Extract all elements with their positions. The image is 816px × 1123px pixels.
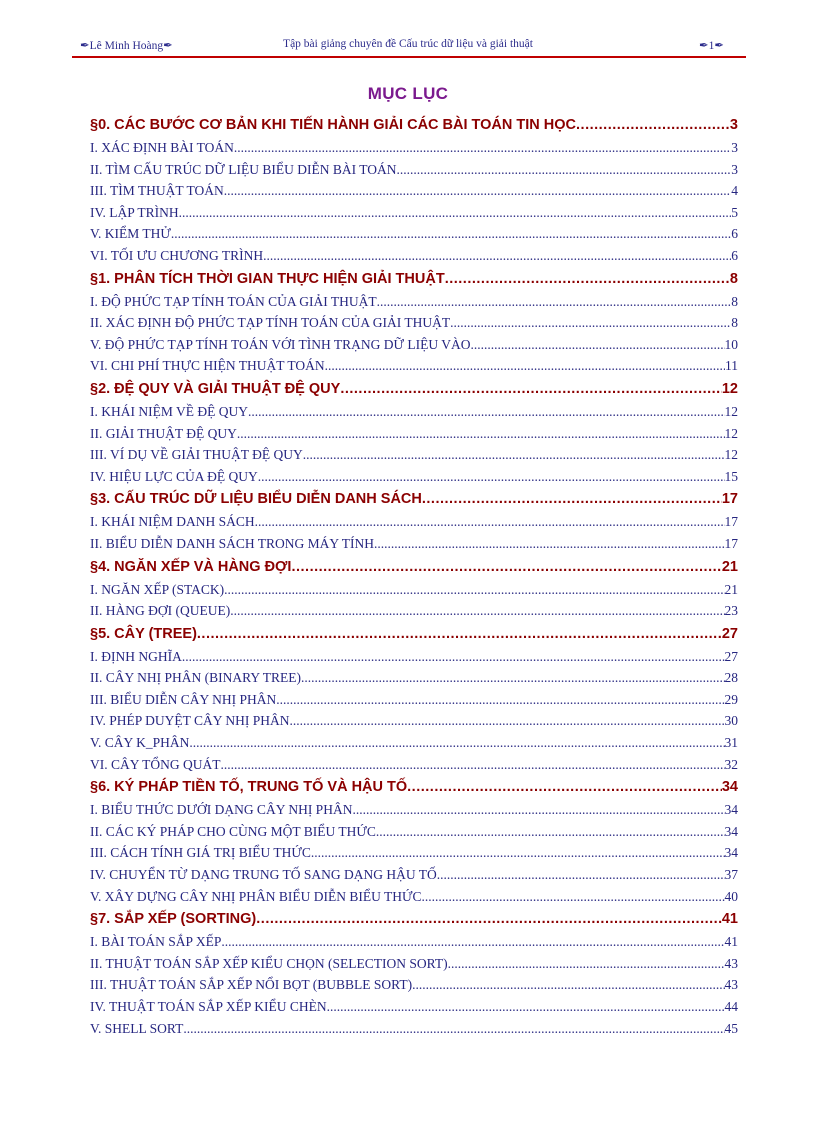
dot-leader <box>182 646 725 668</box>
dot-leader <box>437 864 725 886</box>
ornament-icon: ✒ <box>80 40 90 52</box>
toc-entry-page: 17 <box>721 491 738 508</box>
toc-chapter-entry[interactable] <box>90 487 738 511</box>
toc-entry-page: 3 <box>729 117 738 133</box>
toc-entry-page: 8 <box>729 270 738 287</box>
toc-section-entry[interactable] <box>90 754 738 776</box>
toc-entry-page: 34 <box>724 802 738 818</box>
toc-section-entry[interactable] <box>90 732 738 754</box>
dot-leader <box>197 622 722 646</box>
toc-entry-page: 6 <box>731 247 738 263</box>
toc-section-entry[interactable] <box>90 689 738 711</box>
dot-leader <box>248 401 725 423</box>
toc-entry-page: 32 <box>724 756 738 772</box>
toc-section-entry[interactable] <box>90 137 738 159</box>
toc-entry-title: I. BÀI TOÁN SẮP XẾP <box>90 934 222 950</box>
toc-entry-title: II. GIẢI THUẬT ĐỆ QUY <box>90 425 237 441</box>
dot-leader <box>376 821 725 843</box>
toc-entry-title: I. ĐỊNH NGHĨA <box>90 648 182 664</box>
toc-section-entry[interactable] <box>90 953 738 975</box>
toc-entry-title: V. XÂY DỰNG CÂY NHỊ PHÂN BIỂU DIỄN BIỂU THỨC <box>90 888 422 904</box>
toc-entry-title: V. ĐỘ PHỨC TẠP TÍNH TOÁN VỚI TÌNH TRẠNG DỮ LIỆU VÀO <box>90 336 471 352</box>
toc-entry-page: 6 <box>731 226 738 242</box>
dot-leader <box>396 159 731 181</box>
toc-entry-title: I. XÁC ĐỊNH BÀI TOÁN <box>90 140 234 155</box>
toc-entry-title: §7. SẮP XẾP (SORTING) <box>90 911 257 928</box>
toc-section-entry[interactable] <box>90 931 738 953</box>
page-header <box>72 38 744 54</box>
toc-entry-title: I. BIỂU THỨC DƯỚI DẠNG CÂY NHỊ PHÂN <box>90 802 353 818</box>
toc-entry-page: 37 <box>724 867 738 883</box>
toc-entry-page: 29 <box>724 691 738 707</box>
toc-entry-title: V. SHELL SORT <box>90 1020 184 1036</box>
toc-entry-title: §3. CẤU TRÚC DỮ LIỆU BIỂU DIỄN DANH SÁCH <box>90 491 422 508</box>
toc-entry-title: IV. PHÉP DUYỆT CÂY NHỊ PHÂN <box>90 713 290 729</box>
toc-section-entry[interactable] <box>90 223 738 245</box>
toc-entry-title: III. VÍ DỤ VỀ GIẢI THUẬT ĐỆ QUY <box>90 447 303 463</box>
dot-leader <box>377 291 732 313</box>
toc-section-entry[interactable] <box>90 579 738 601</box>
toc-section-entry[interactable] <box>90 974 738 996</box>
dot-leader <box>445 267 730 291</box>
dot-leader <box>450 312 731 334</box>
toc-entry-page: 8 <box>731 293 738 309</box>
toc-section-entry[interactable] <box>90 1018 738 1040</box>
dot-leader <box>224 180 732 202</box>
toc-entry-page: 43 <box>724 977 738 993</box>
toc-entry-page: 21 <box>724 581 738 597</box>
toc-entry-page: 45 <box>724 1020 738 1036</box>
dot-leader <box>311 842 725 864</box>
toc-section-entry[interactable] <box>90 533 738 555</box>
toc-entry-page: 3 <box>731 140 738 155</box>
header-page-number <box>699 38 724 52</box>
dot-leader <box>234 137 731 159</box>
toc-entry-page: 12 <box>724 447 738 463</box>
table-of-contents <box>90 113 738 1039</box>
toc-entry-page: 31 <box>724 735 738 751</box>
toc-entry-page: 12 <box>724 403 738 419</box>
dot-leader <box>301 667 725 689</box>
dot-leader <box>230 600 724 622</box>
dot-leader <box>221 931 724 953</box>
toc-section-entry[interactable] <box>90 466 738 488</box>
toc-entry-title: VI. CHI PHÍ THỰC HIỆN THUẬT TOÁN <box>90 358 325 374</box>
toc-entry-page: 21 <box>721 558 738 575</box>
toc-entry-title: §4. NGĂN XẾP VÀ HÀNG ĐỢI <box>90 558 292 575</box>
toc-entry-page: 23 <box>724 603 738 619</box>
toc-section-entry[interactable] <box>90 159 738 181</box>
toc-entry-page: 12 <box>721 380 738 397</box>
toc-entry-page: 43 <box>724 955 738 971</box>
ornament-icon: ✒ <box>163 40 173 52</box>
toc-entry-title: §2. ĐỆ QUY VÀ GIẢI THUẬT ĐỆ QUY <box>90 380 341 397</box>
toc-entry-title: §1. PHÂN TÍCH THỜI GIAN THỰC HIỆN GIẢI THUẬT <box>90 270 445 287</box>
toc-entry-title: IV. HIỆU LỰC CỦA ĐỆ QUY <box>90 468 258 484</box>
dot-leader <box>276 689 724 711</box>
dot-leader <box>421 886 724 908</box>
dot-leader <box>255 511 725 533</box>
toc-entry-title: IV. LẬP TRÌNH <box>90 204 179 220</box>
dot-leader <box>422 487 722 511</box>
toc-entry-page: 41 <box>721 911 738 928</box>
toc-title: MỤC LỤC <box>367 84 449 103</box>
header-doc-title: Tập bài giảng chuyên đề Cấu trúc dữ liệu và giải thuật <box>283 38 533 50</box>
toc-entry-page: 34 <box>724 823 738 839</box>
toc-section-entry[interactable] <box>90 821 738 843</box>
header-rule <box>72 56 746 58</box>
toc-section-entry[interactable] <box>90 646 738 668</box>
toc-entry-title: I. ĐỘ PHỨC TẠP TÍNH TOÁN CỦA GIẢI THUẬT <box>90 293 377 309</box>
dot-leader <box>412 974 724 996</box>
dot-leader <box>340 377 722 401</box>
toc-entry-page: 4 <box>731 183 738 199</box>
toc-entry-page: 12 <box>724 425 738 441</box>
toc-entry-page: 15 <box>724 468 738 484</box>
dot-leader <box>576 113 730 137</box>
dot-leader <box>237 423 725 445</box>
toc-entry-page: 34 <box>724 845 738 861</box>
dot-leader <box>407 775 722 799</box>
toc-section-entry[interactable] <box>90 202 738 224</box>
toc-entry-page: 5 <box>731 204 738 220</box>
toc-section-entry[interactable] <box>90 600 738 622</box>
header-author-name: Lê Minh Hoàng <box>89 40 164 52</box>
dot-leader <box>374 533 725 555</box>
toc-entry-title: II. CÂY NHỊ PHÂN (BINARY TREE) <box>90 670 301 686</box>
toc-entry-page: 34 <box>721 779 738 796</box>
toc-section-entry[interactable] <box>90 864 738 886</box>
toc-entry-page: 3 <box>731 161 738 177</box>
dot-leader <box>183 1018 724 1040</box>
toc-section-entry[interactable] <box>90 996 738 1018</box>
toc-chapter-entry[interactable] <box>90 775 738 799</box>
toc-section-entry[interactable] <box>90 180 738 202</box>
toc-entry-title: II. THUẬT TOÁN SẮP XẾP KIỂU CHỌN (SELECTION SORT) <box>90 955 448 971</box>
toc-section-entry[interactable] <box>90 291 738 313</box>
toc-chapter-entry[interactable] <box>90 113 738 137</box>
toc-entry-title: II. XÁC ĐỊNH ĐỘ PHỨC TẠP TÍNH TOÁN CỦA GIẢI THUẬT <box>90 315 451 331</box>
dot-leader <box>327 996 725 1018</box>
toc-entry-title: III. BIỂU DIỄN CÂY NHỊ PHÂN <box>90 691 277 707</box>
dot-leader <box>221 754 725 776</box>
toc-entry-title: I. KHÁI NIỆM VỀ ĐỆ QUY <box>90 403 248 419</box>
dot-leader <box>263 245 731 267</box>
toc-entry-page: 41 <box>724 934 738 950</box>
toc-entry-page: 27 <box>724 648 738 664</box>
toc-chapter-entry[interactable] <box>90 555 738 579</box>
dot-leader <box>303 444 725 466</box>
ornament-icon: ✒ <box>714 40 724 52</box>
toc-section-entry[interactable] <box>90 886 738 908</box>
toc-entry-title: §0. CÁC BƯỚC CƠ BẢN KHI TIẾN HÀNH GIẢI CÁC BÀI TOÁN TIN HỌC <box>90 117 577 133</box>
toc-section-entry[interactable] <box>90 710 738 732</box>
toc-entry-title: II. HÀNG ĐỢI (QUEUE) <box>90 603 231 619</box>
dot-leader <box>258 466 725 488</box>
toc-section-entry[interactable] <box>90 334 738 356</box>
toc-section-entry[interactable] <box>90 511 738 533</box>
toc-section-entry[interactable] <box>90 842 738 864</box>
toc-section-entry[interactable] <box>90 401 738 423</box>
toc-entry-page: 30 <box>724 713 738 729</box>
toc-section-entry[interactable] <box>90 423 738 445</box>
toc-entry-title: II. CÁC KÝ PHÁP CHO CÙNG MỘT BIỂU THỨC <box>90 823 376 839</box>
toc-entry-page: 10 <box>724 336 738 352</box>
toc-entry-page: 40 <box>724 888 738 904</box>
dot-leader <box>179 202 732 224</box>
dot-leader <box>448 953 725 975</box>
toc-entry-title: I. NGĂN XẾP (STACK) <box>90 581 225 597</box>
toc-entry-title: II. BIỂU DIỄN DANH SÁCH TRONG MÁY TÍNH <box>90 535 374 551</box>
toc-entry-page: 17 <box>724 535 738 551</box>
toc-chapter-entry[interactable] <box>90 377 738 401</box>
toc-chapter-entry[interactable] <box>90 267 738 291</box>
toc-entry-title: III. THUẬT TOÁN SẮP XẾP NỔI BỌT (BUBBLE SORT) <box>90 977 413 993</box>
dot-leader <box>189 732 724 754</box>
dot-leader <box>352 799 724 821</box>
toc-section-entry[interactable] <box>90 799 738 821</box>
toc-entry-title: §5. CÂY (TREE) <box>90 625 197 642</box>
dot-leader <box>470 334 724 356</box>
toc-entry-title: II. TÌM CẤU TRÚC DỮ LIỆU BIỂU DIỄN BÀI TOÁN <box>90 161 397 177</box>
dot-leader <box>224 579 724 601</box>
toc-entry-title: IV. CHUYỂN TỪ DẠNG TRUNG TỐ SANG DẠNG HẬU TỐ <box>90 867 437 883</box>
page-number: 1 <box>708 40 715 52</box>
toc-entry-title: §6. KÝ PHÁP TIỀN TỐ, TRUNG TỐ VÀ HẬU TỐ <box>90 779 408 796</box>
toc-entry-title: III. TÌM THUẬT TOÁN <box>90 183 224 199</box>
dot-leader <box>171 223 731 245</box>
toc-entry-page: 8 <box>731 315 738 331</box>
toc-entry-title: VI. CÂY TỔNG QUÁT <box>90 756 221 772</box>
dot-leader <box>290 710 725 732</box>
dot-leader <box>291 555 721 579</box>
toc-section-entry[interactable] <box>90 245 738 267</box>
toc-chapter-entry[interactable] <box>90 907 738 931</box>
toc-entry-page: 17 <box>724 514 738 530</box>
toc-section-entry[interactable] <box>90 444 738 466</box>
toc-section-entry[interactable] <box>90 667 738 689</box>
toc-entry-title: III. CÁCH TÍNH GIÁ TRỊ BIỂU THỨC <box>90 845 311 861</box>
toc-entry-title: IV. THUẬT TOÁN SẮP XẾP KIỂU CHÈN <box>90 999 327 1014</box>
toc-chapter-entry[interactable] <box>90 622 738 646</box>
toc-entry-title: V. CÂY K_PHÂN <box>90 735 190 751</box>
ornament-icon: ✒ <box>698 40 709 52</box>
toc-entry-page: 28 <box>724 670 738 686</box>
toc-section-entry[interactable] <box>90 355 738 377</box>
toc-entry-title: VI. TỐI ƯU CHƯƠNG TRÌNH <box>90 247 264 263</box>
toc-entry-page: 11 <box>725 358 738 374</box>
toc-entry-title: V. KIỂM THỬ <box>90 226 171 242</box>
toc-entry-title: I. KHÁI NIỆM DANH SÁCH <box>90 514 255 530</box>
dot-leader <box>325 355 725 377</box>
toc-entry-page: 44 <box>724 999 738 1014</box>
toc-section-entry[interactable] <box>90 312 738 334</box>
dot-leader <box>256 907 722 931</box>
toc-entry-page: 27 <box>721 625 738 642</box>
